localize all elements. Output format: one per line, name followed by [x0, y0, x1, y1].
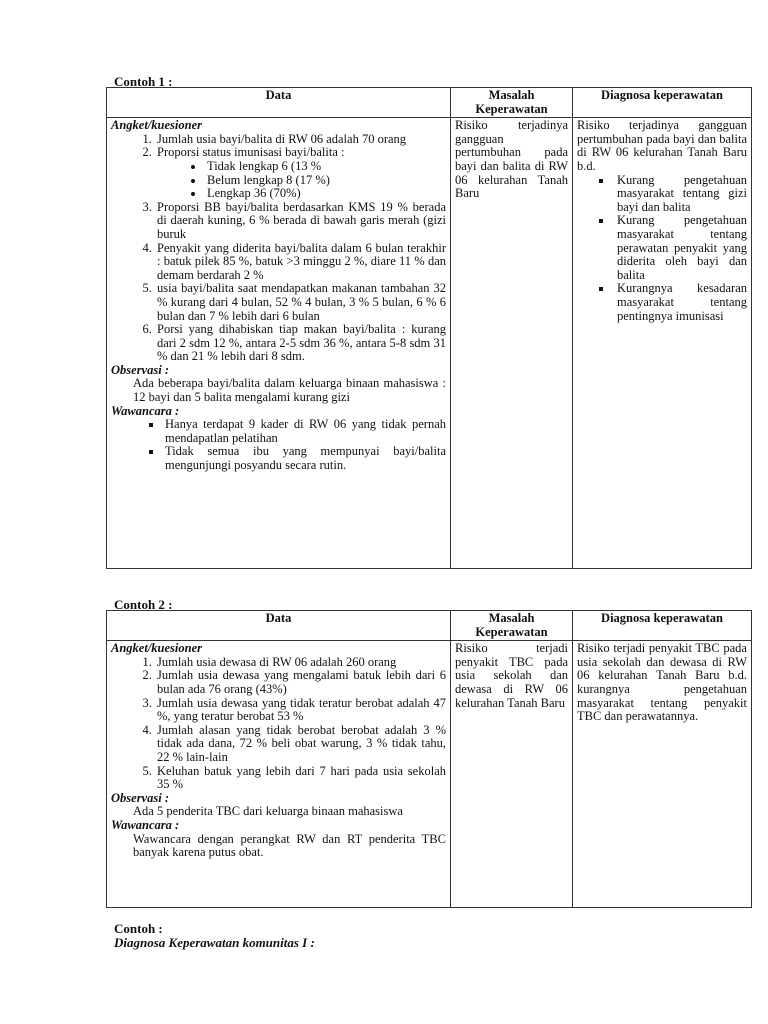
- header-data: Data: [107, 611, 451, 641]
- wawancara-text: Wawancara dengan perangkat RW dan RT penderita TBC banyak karena putus obat.: [133, 831, 446, 860]
- masalah-cell: Risiko terjadi penyakit TBC pada usia sekolah dan dewasa di RW 06 kelurahan Tanah Baru: [451, 641, 573, 908]
- wawancara-title: Wawancara :: [111, 817, 180, 832]
- example-1-table: [106, 87, 752, 569]
- list-item: 1. Jumlah usia dewasa di RW 06 adalah 260 orang: [155, 656, 446, 670]
- table-header-row: [107, 88, 752, 118]
- list-item: • Tidak lengkap 6 (13 %: [205, 160, 446, 174]
- table-row: [107, 118, 752, 569]
- diagnosa-intro: Risiko terjadinya gangguan pertumbuhan pada bayi dan balita di RW 06 kelurahan Tanah Baru b.d.: [577, 118, 747, 173]
- diagnosa-cell: Risiko terjadi penyakit TBC pada usia sekolah dan dewasa di RW 06 kelurahan Tanah Baru b.d. kurangnya pengetahuan masyarakat tentang penyakit TBC dan perawatannya.: [573, 641, 752, 908]
- angket-list: [111, 656, 446, 792]
- observasi-title: Observasi :: [111, 790, 169, 805]
- wawancara-list: [111, 418, 446, 472]
- list-item: 2. Proporsi status imunisasi bayi/balita : • Tidak lengkap 6 (13 % • Belum lengkap 8 (17 %) • Lengkap 36 (70%): [155, 146, 446, 200]
- example-2-table: [106, 610, 752, 908]
- masalah-cell: Risiko terjadinya gangguan pertumbuhan pada bayi dan balita di RW 06 kelurahan Tanah Baru: [451, 118, 573, 569]
- observasi-text: Ada beberapa bayi/balita dalam keluarga binaan mahasiswa : 12 bayi dan 5 balita mengalami kurang gizi: [133, 376, 446, 405]
- angket-title: Angket/kuesioner: [111, 641, 202, 656]
- list-item: 4. Penyakit yang diderita bayi/balita dalam 6 bulan terakhir : batuk pilek 85 %, batuk >3 minggu 2 %, diare 11 % dan demam berdarah 2 %: [155, 242, 446, 283]
- angket-list: [111, 133, 446, 364]
- footer-subheading: Diagnosa Keperawatan komunitas I :: [114, 935, 315, 950]
- diagnosa-list: [577, 174, 747, 324]
- header-masalah: Masalah Keperawatan: [451, 611, 573, 641]
- list-item: 6. Porsi yang dihabiskan tiap makan bayi/balita : kurang dari 2 sdm 12 %, antara 2-5 sdm 36 %, antara 5-8 sdm 31 % dan 21 % lebih dari 8 sdm.: [155, 323, 446, 364]
- observasi-title: Observasi :: [111, 362, 169, 377]
- list-item: 5. usia bayi/balita saat mendapatkan makanan tambahan 32 % kurang dari 4 bulan, 52 % 4 bulan, 3 % 5 bulan, 6 % 6 bulan dan 7 % lebih dari 6 bulan: [155, 282, 446, 323]
- table-header-row: [107, 611, 752, 641]
- header-data: Data: [107, 88, 451, 118]
- list-item: • Belum lengkap 8 (17 %): [205, 174, 446, 188]
- diagnosa-cell: [573, 118, 752, 569]
- list-item: 4. Jumlah alasan yang tidak berobat berobat adalah 3 % tidak ada dana, 72 % beli obat warung, 3 % tidak tahu, 22 % lain-lain: [155, 724, 446, 765]
- footer-heading: Contoh :: [114, 921, 163, 936]
- list-item: 5. Keluhan batuk yang lebih dari 7 hari pada usia sekolah 35 %: [155, 765, 446, 792]
- header-diagnosa: Diagnosa keperawatan: [573, 88, 752, 118]
- data-cell: [107, 641, 451, 908]
- list-item: ▪ Hanya terdapat 9 kader di RW 06 yang tidak pernah mendapatlan pelatihan: [163, 418, 446, 445]
- table-row: [107, 641, 752, 908]
- list-item: 3. Jumlah usia dewasa yang tidak teratur berobat adalah 47 %, yang teratur berobat 53 %: [155, 697, 446, 724]
- list-item: ▪ Kurangnya kesadaran masyarakat tentang pentingnya imunisasi: [613, 282, 747, 323]
- list-item: ▪ Kurang pengetahuan masyarakat tentang perawatan penyakit yang diderita oleh bayi dan balita: [613, 214, 747, 282]
- example-1-heading: Contoh 1 :: [114, 74, 173, 89]
- data-cell: [107, 118, 451, 569]
- wawancara-title: Wawancara :: [111, 403, 180, 418]
- list-item: 2. Jumlah usia dewasa yang mengalami batuk lebih dari 6 bulan ada 76 orang (43%): [155, 669, 446, 696]
- list-item: ▪ Tidak semua ibu yang mempunyai bayi/balita mengunjungi posyandu secara rutin.: [163, 445, 446, 472]
- imunisasi-sublist: [157, 160, 446, 201]
- list-item: 1. Jumlah usia bayi/balita di RW 06 adalah 70 orang: [155, 133, 446, 147]
- list-item: • Lengkap 36 (70%): [205, 187, 446, 201]
- list-item: ▪ Kurang pengetahuan masyarakat tentang gizi bayi dan balita: [613, 174, 747, 215]
- header-masalah: Masalah Keperawatan: [451, 88, 573, 118]
- list-item: 3. Proporsi BB bayi/balita berdasarkan KMS 19 % berada di daerah kuning, 6 % berada di bawah garis merah (gizi buruk: [155, 201, 446, 242]
- observasi-text: Ada 5 penderita TBC dari keluarga binaan mahasiswa: [133, 804, 403, 819]
- example-2-heading: Contoh 2 :: [114, 597, 173, 612]
- angket-title: Angket/kuesioner: [111, 118, 202, 133]
- header-diagnosa: Diagnosa keperawatan: [573, 611, 752, 641]
